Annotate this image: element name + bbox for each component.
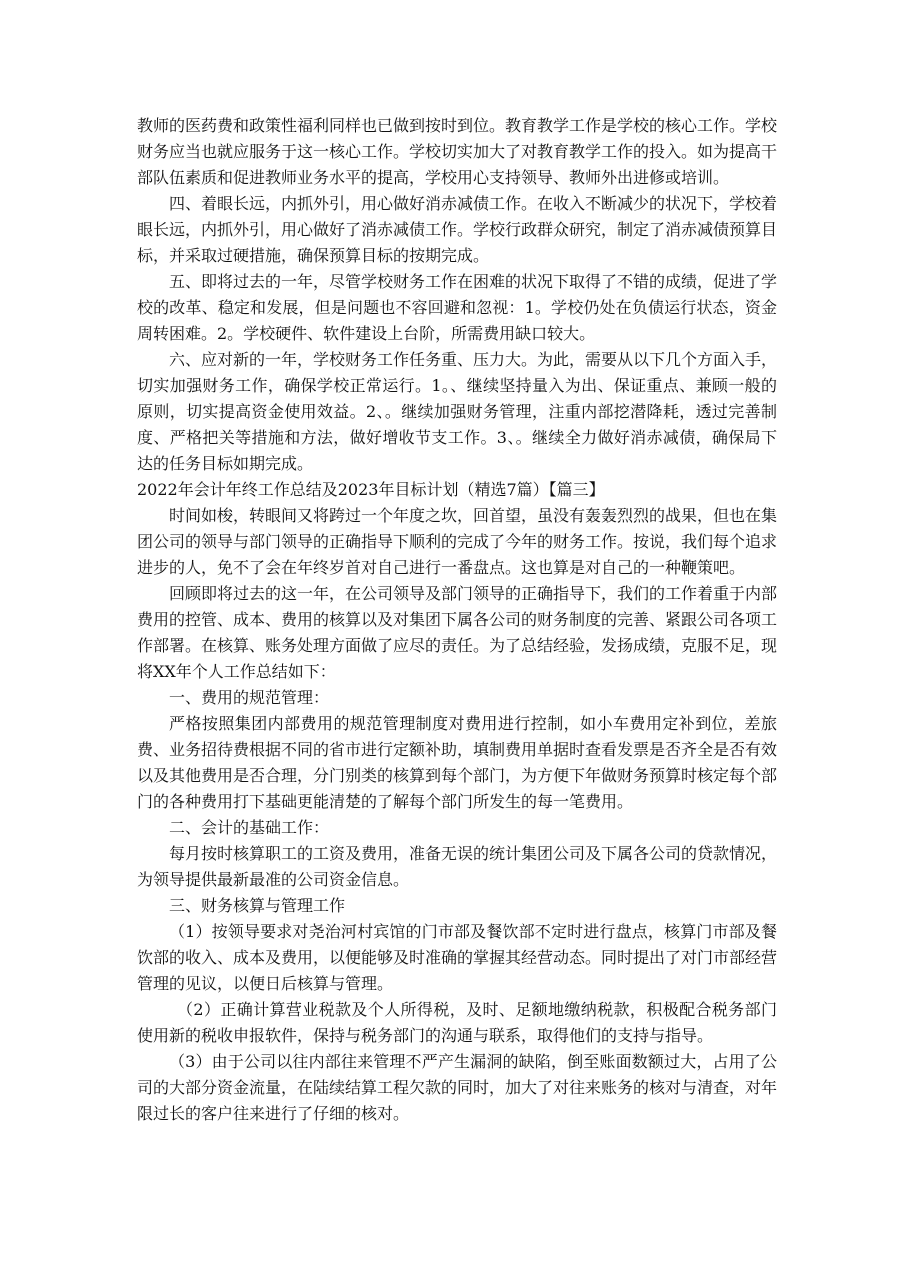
paragraph-13: （1）按领导要求对尧治河村宾馆的门市部及餐饮部不定时进行盘点，核算门市部及餐饮部的收入、成本及费用，以便能够及时准确的掌握其经营动态。同时提出了对门市部经营管理的见议，以便日后核算与管理。 [137,922,778,993]
paragraph-4: 六、应对新的一年，学校财务工作任务重、压力大。为此，需要从以下几个方面入手，切实加强财务工作，确保学校正常运行。1。、继续坚持量入为出、保证重点、兼顾一般的原则，切实提高资金使用效益。2、。继续加强财务管理，注重内部挖潜降耗，透过完善制度、严格把关等措施和方法，做好增收节支工作。3、。继续全力做好消赤减债，确保局下达的任务目标如期完成。 [137,350,778,473]
paragraph-3: 五、即将过去的一年，尽管学校财务工作在困难的状况下取得了不错的成绩，促进了学校的改革、稳定和发展，但是问题也不容回避和忽视：1。学校仍处在负债运行状态，资金周转困难。2。学校硬件、软件建设上台阶，所需费用缺口较大。 [137,272,778,343]
paragraph-6: 时间如梭，转眼间又将跨过一个年度之坎，回首望，虽没有轰轰烈烈的战果，但也在集团公司的领导与部门领导的正确指导下顺利的完成了今年的财务工作。按说，我们每个追求进步的人，免不了会在年终岁首对自己进行一番盘点。这也算是对自己的一种鞭策吧。 [137,506,778,577]
paragraph-9: 严格按照集团内部费用的规范管理制度对费用进行控制，如小车费用定补到位，差旅费、业务招待费根据不同的省市进行定额补助，填制费用单据时查看发票是否齐全是否有效以及其他费用是否合理，分门别类的核算到每个部门，为方便下年做财务预算时核定每个部门的各种费用打下基础更能清楚的了解每个部门所发生的每一笔费用。 [137,714,778,811]
subheading-expense: 一、费用的规范管理： [169,688,330,707]
document-body [137,113,777,1127]
paragraph-15: （3）由于公司以往内部往来管理不严产生漏洞的缺陷，倒至账面数额过大，占用了公司的大部分资金流量，在陆续结算工程欠款的同时，加大了对往来账务的核对与清查，对年限过长的客户往来进行了仔细的核对。 [137,1052,778,1123]
subheading-basic-work: 二、会计的基础工作： [169,818,330,837]
paragraph-14: （2）正确计算营业税款及个人所得税，及时、足额地缴纳税款，积极配合税务部门使用新的税收申报软件，保持与税务部门的沟通与联系，取得他们的支持与指导。 [137,1000,777,1045]
paragraph-1: 教师的医药费和政策性福利同样也已做到按时到位。教育教学工作是学校的核心工作。学校财务应当也就应服务于这一核心工作。学校切实加大了对教育教学工作的投入。如为提高干部队伍素质和促进教师业务水平的提高，学校用心支持领导、教师外出进修或培训。 [137,116,778,187]
section-heading: 2022年会计年终工作总结及2023年目标计划（精选7篇）【篇三】 [137,480,605,499]
paragraph-11: 每月按时核算职工的工资及费用，准备无误的统计集团公司及下属各公司的贷款情况，为领导提供最新最准的公司资金信息。 [137,844,778,889]
paragraph-2: 四、着眼长远，内抓外引，用心做好消赤减债工作。在收入不断减少的状况下，学校着眼长远，内抓外引，用心做好了消赤减债工作。学校行政群众研究，制定了消赤减债预算目标，并采取过硬措施，确保预算目标的按期完成。 [137,194,778,265]
paragraph-7: 回顾即将过去的这一年，在公司领导及部门领导的正确指导下，我们的工作着重于内部费用的控管、成本、费用的核算以及对集团下属各公司的财务制度的完善、紧跟公司各项工作部署。在核算、账务处理方面做了应尽的责任。为了总结经验，发扬成绩，克服不足，现将XX年个人工作总结如下： [137,584,778,681]
subheading-accounting: 三、财务核算与管理工作 [169,896,346,915]
